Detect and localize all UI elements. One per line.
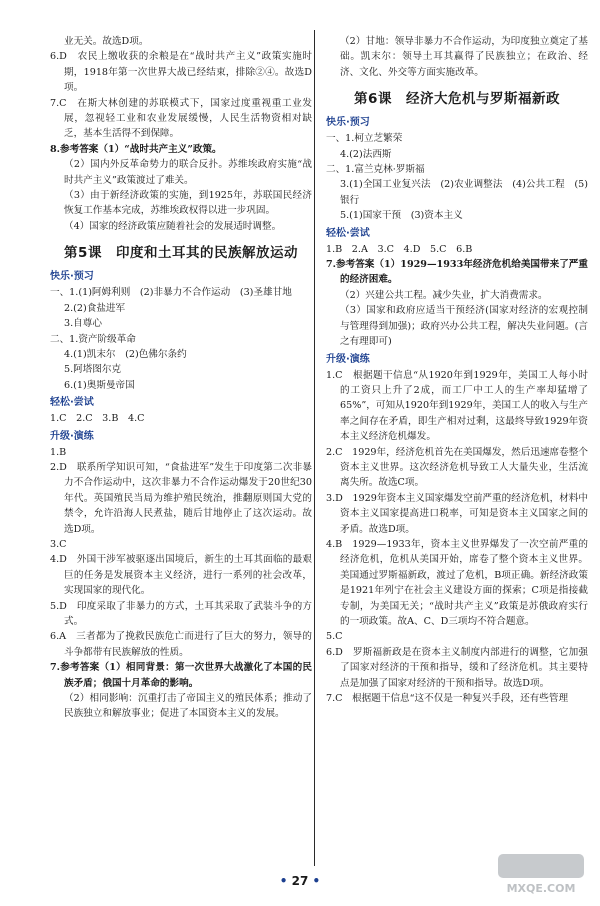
answer-line: 1.B 2.A 3.C 4.D 5.C 6.B: [326, 243, 473, 255]
answer-line: 2.D 联系所学知识可知，“食盐进军”发生于印度第二次非暴力不合作运动中，这次非暴力不合作运动爆发于20世纪30年代。英国殖民当局为维护殖民统治，推翻原则国大党的禁令，允许沿海人民煮盐，随后甘地停止了这次运动。故选D项。: [50, 461, 312, 535]
answer-line: （2）兴建公共工程。减少失业，扩大消费需求。: [340, 289, 548, 301]
answer-line: 3.(1)全国工业复兴法 (2)农业调整法 (4)公共工程 (5)银行: [340, 179, 588, 206]
answer-line: （3）由于新经济政策的实施，到1925年，苏联国民经济恢复工作基本完成，苏维埃政权得以进一步巩固。: [64, 190, 312, 217]
column-divider: [314, 30, 315, 866]
left-column: [50, 34, 312, 722]
answer-line: 3.自尊心: [64, 318, 102, 330]
answer-line: 7.参考答案（1）相同背景：第一次世界大战激化了本国的民族矛盾；俄国十月革命的影响。: [50, 662, 312, 689]
answer-line: 6.D 罗斯福新政是在资本主义制度内部进行的调整，它加强了国家对经济的干预和指导，缓和了经济危机。其主要特点是加强了国家对经济的干预和指导。故选D项。: [326, 646, 588, 689]
page-number: • 27 •: [279, 874, 321, 888]
section-heading: 快乐·预习: [50, 271, 94, 283]
answer-line: （2）相同影响：沉重打击了帝国主义的殖民体系；推动了民族独立和解放事业；促进了本国资本主义的发展。: [64, 693, 312, 720]
answer-line: 8.参考答案（1）“战时共产主义”政策。: [50, 143, 222, 155]
left-sections: [50, 270, 312, 722]
answer-line: 5.阿塔图尔克: [64, 364, 122, 376]
left-intro: [50, 34, 312, 234]
answer-line: 4.B 1929—1933年，资本主义世界爆发了一次空前严重的经济危机，危机从美国开始，席卷了整个资本主义世界。美国通过罗斯福新政，渡过了危机，B项正确。新经济政策是1921年列宁在社会主义建设方面的探索；C项是指接截专制，为美国无关；“战时共产主义”政策是苏俄政府实行的一项政策。故A、C、D三项均不符合题意。: [326, 538, 588, 627]
answer-line: 5.(1)国家干预 (3)资本主义: [340, 210, 463, 222]
answer-line: 6.D 农民上缴收获的余粮是在“战时共产主义”政策实施时期，1918年第一次世界大战已经结束，排除②④。故选D项。: [50, 51, 312, 94]
answer-line: 1.B: [50, 446, 67, 458]
answer-line: 1.C 2.C 3.B 4.C: [50, 413, 145, 425]
answer-line: 5.C: [326, 631, 343, 643]
answer-line: 业无关。故选D项。: [64, 36, 149, 47]
answer-line: （2）国内外反革命势力的联合反扑。苏维埃政府实施“战时共产主义”政策渡过了难关。: [64, 159, 312, 186]
section-heading: 升级·演练: [326, 353, 370, 365]
answer-line: 6.(1)奥斯曼帝国: [64, 379, 135, 391]
answer-line: 二、1.富兰克林·罗斯福: [326, 164, 425, 176]
answer-line: 1.C 根据题干信息“从1920年到1929年，美国工人每小时的工资只上升了2成，而工厂中工人的生产率却猛增了65%”，可知从1920年到1929年，美国工人的收入与生产率之间存在矛盾，即生产相对过剩，这最终导致1929年资本主义经济危机爆发。: [326, 369, 588, 443]
answer-line: 5.D 印度采取了非暴力的方式，土耳其采取了武装斗争的方式。: [50, 600, 312, 627]
answer-line: 2.(2)食盐进军: [64, 302, 126, 314]
watermark-text: MXQE.COM: [506, 882, 576, 895]
answer-line: 一、1.柯立芝繁荣: [326, 133, 403, 145]
answer-line: 3.C: [50, 538, 67, 550]
answer-line: 2.C 1929年，经济危机首先在美国爆发，然后迅速席卷整个资本主义世界。这次经济危机导致工人大量失业，生活流离失所。故选C项。: [326, 446, 588, 489]
answer-line: 3.D 1929年资本主义国家爆发空前严重的经济危机，材料中资本主义国家提高进口税率，可知是资本主义国家之间的矛盾。故选D项。: [326, 492, 588, 535]
right-column: [326, 34, 588, 706]
answer-line: 7.参考答案（1）1929—1933年经济危机给美国带来了严重的经济困难。: [326, 259, 588, 286]
answer-line: 7.C 在斯大林创建的苏联模式下，国家过度重视重工业发展，忽视轻工业和农业发展缓慢，人民生活物资相对缺乏，基本生活得不到保障。: [50, 97, 312, 140]
section-heading: 轻松·尝试: [50, 397, 94, 409]
page-number-value: 27: [291, 874, 309, 888]
answer-line: （4）国家的经济政策应随着社会的发展适时调整。: [64, 220, 282, 232]
right-intro: [326, 34, 588, 80]
watermark-logo: [496, 852, 586, 896]
answer-line: 7.C 根据题干信息“这不仅是一种复兴手段，还有些管理: [326, 693, 569, 705]
section-heading: 轻松·尝试: [326, 227, 370, 239]
section-heading: 快乐·预习: [326, 117, 370, 129]
answer-line: 4.(1)凯末尔 (2)色佛尔条约: [64, 348, 187, 360]
answer-line: 4.(2)法西斯: [340, 148, 392, 160]
answer-line: 二、1.资产阶级革命: [50, 333, 136, 345]
section-heading: 升级·演练: [50, 430, 94, 442]
answer-line: 4.D 外国干涉军被驱逐出国境后，新生的土耳其面临的最艰巨的任务是发展资本主义经济，进行一系列的社会改革，实现国家的现代化。: [50, 554, 312, 597]
lesson-6-title: 第6课 经济大危机与罗斯福新政: [354, 91, 560, 108]
lesson-5-title: 第5课 印度和土耳其的民族解放运动: [64, 245, 298, 262]
answer-line: （3）国家和政府应适当干预经济(国家对经济的宏观控制与管理得到加强)；政府兴办公共工程，解决失业问题。(言之有理即可): [340, 305, 588, 348]
answer-line: 6.A 三者都为了挽救民族危亡而进行了巨大的努力，领导的斗争都带有民族解放的性质。: [50, 631, 312, 658]
right-sections: [326, 116, 588, 706]
answer-line: 一、1.(1)阿姆利则 (2)非暴力不合作运动 (3)圣雄甘地: [50, 287, 292, 299]
answer-line: （2）甘地：领导非暴力不合作运动，为印度独立奠定了基础。凯末尔：领导土耳其赢得了民族独立；在政治、经济、文化、外交等方面实施改革。: [340, 36, 588, 78]
